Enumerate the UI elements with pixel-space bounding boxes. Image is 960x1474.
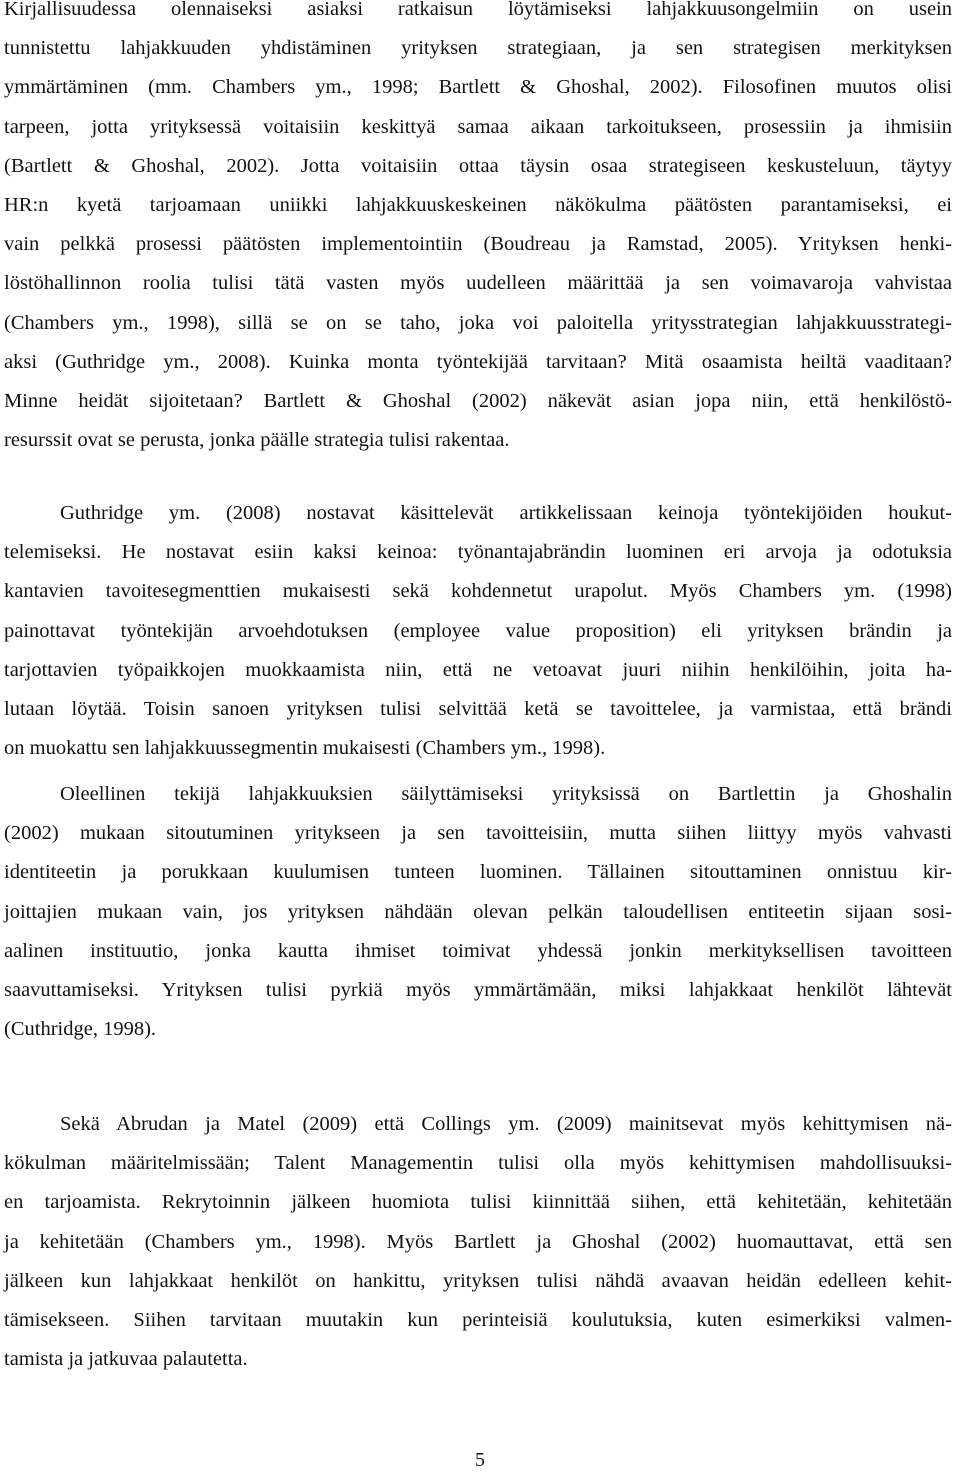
text-line: tamista ja jatkuvaa palautetta.: [4, 1348, 248, 1371]
text-line: Oleellinen tekijä lahjakkuuksien säilyttämiseksi yrityksissä on Bartlettin ja Ghoshalin: [60, 783, 952, 805]
text-line: aalinen instituutio, jonka kautta ihmiset toimivat yhdessä jonkin merkityksellisen tavoitteen: [4, 939, 952, 962]
paragraph-attraction: [4, 494, 952, 768]
text-line: ja kehitetään (Chambers ym., 1998). Myös Bartlett ja Ghoshal (2002) huomauttavat, että sen: [4, 1230, 952, 1253]
text-line: painottavat työntekijän arvoehdotuksen (employee value proposition) eli yrityksen brändin ja: [4, 619, 952, 642]
text-line: tarpeen, jotta yrityksessä voitaisiin keskittyä samaa aikaan tarkoitukseen, prosessiin ja ihmisiin: [4, 115, 952, 138]
text-line: (Bartlett & Ghoshal, 2002). Jotta voitaisiin ottaa täysin osaa strategiseen keskusteluun, täytyy: [4, 154, 952, 177]
text-line: jälkeen kun lahjakkaat henkilöt on hankittu, yrityksen tulisi nähdä avaavan heidän edelleen kehit-: [4, 1269, 952, 1292]
text-line: joittajien mukaan vain, jos yrityksen nähdään olevan pelkän taloudellisen entiteetin sijaan sosi-: [4, 900, 952, 923]
text-line: tämisekseen. Siihen tarvitaan muutakin kun perinteisiä koulutuksia, kuten esimerkiksi valmen-: [4, 1309, 952, 1332]
text-line: (2002) mukaan sitoutuminen yritykseen ja sen tavoitteisiin, mutta siihen liittyy myös vahvasti: [4, 822, 952, 845]
text-line: resurssit ovat se perusta, jonka päälle strategia tulisi rakentaa.: [4, 429, 510, 452]
paragraph-development: [4, 1105, 952, 1379]
text-line: HR:n kyetä tarjoamaan uniikki lahjakkuuskeskeinen näkökulma päätösten parantamiseksi, ei: [4, 194, 952, 217]
text-line: (Chambers ym., 1998), sillä se on se taho, joka voi paloitella yritysstrategian lahjakkuusstrategi-: [4, 311, 952, 334]
text-line: tarjottavien työpaikkojen muokkaamista niin, että ne vetoavat juuri niihin henkilöihin, joita ha-: [4, 658, 952, 681]
text-line: Guthridge ym. (2008) nostavat käsittelevät artikkelissaan keinoja työntekijöiden houkut-: [60, 502, 952, 524]
text-line: Kirjallisuudessa olennaiseksi asiaksi ratkaisun löytämiseksi lahjakkuusongelmiin on usein: [4, 0, 952, 20]
paragraph-retention: [4, 775, 952, 1049]
text-line: lutaan löytää. Toisin sanoen yrityksen tulisi selvittää ketä se tavoittelee, ja varmistaa, että brändi: [4, 698, 952, 721]
text-line: en tarjoamista. Rekrytoinnin jälkeen huomiota tulisi kiinnittää siihen, että kehitetään, kehitetään: [4, 1191, 952, 1214]
text-line: aksi (Guthridge ym., 2008). Kuinka monta työntekijää tarvitaan? Mitä osaamista heiltä vaaditaan?: [4, 350, 952, 373]
text-line: ymmärtäminen (mm. Chambers ym., 1998; Bartlett & Ghoshal, 2002). Filosofinen muutos olisi: [4, 76, 952, 99]
text-line: Sekä Abrudan ja Matel (2009) että Collings ym. (2009) mainitsevat myös kehittymisen nä-: [60, 1113, 952, 1135]
text-line: löstöhallinnon roolia tulisi tätä vasten myös uudelleen määrittää ja sen voimavaroja vahvistaa: [4, 272, 952, 295]
text-line: kantavien tavoitesegmenttien mukaisesti sekä kohdennetut urapolut. Myös Chambers ym. (1998): [4, 580, 952, 603]
text-line: Minne heidät sijoitetaan? Bartlett & Ghoshal (2002) näkevät asian jopa niin, että henkilöstö-: [4, 390, 952, 413]
text-line: on muokattu sen lahjakkuussegmentin mukaisesti (Chambers ym., 1998).: [4, 737, 606, 760]
page-number: 5: [475, 1449, 485, 1471]
text-line: telemiseksi. He nostavat esiin kaksi keinoa: työnantajabrändin luominen eri arvoja ja odotuksia: [4, 541, 952, 564]
text-line: kökulman määritelmissään; Talent Managementin tulisi olla myös kehittymisen mahdollisuuksi-: [4, 1152, 952, 1175]
text-line: vain pelkkä prosessi päätösten implementointiin (Boudreau ja Ramstad, 2005). Yrityksen henki-: [4, 233, 952, 256]
paragraph-talent-strategy: [4, 0, 952, 460]
text-line: saavuttamiseksi. Yrityksen tulisi pyrkiä myös ymmärtämään, miksi lahjakkaat henkilöt lähtevät: [4, 979, 952, 1002]
text-line: (Cuthridge, 1998).: [4, 1018, 157, 1041]
text-line: tunnistettu lahjakkuuden yhdistäminen yrityksen strategiaan, ja sen strategisen merkityksen: [4, 37, 952, 60]
text-line: identiteetin ja porukkaan kuulumisen tunteen luominen. Tällainen sitouttaminen onnistuu kir-: [4, 861, 952, 884]
